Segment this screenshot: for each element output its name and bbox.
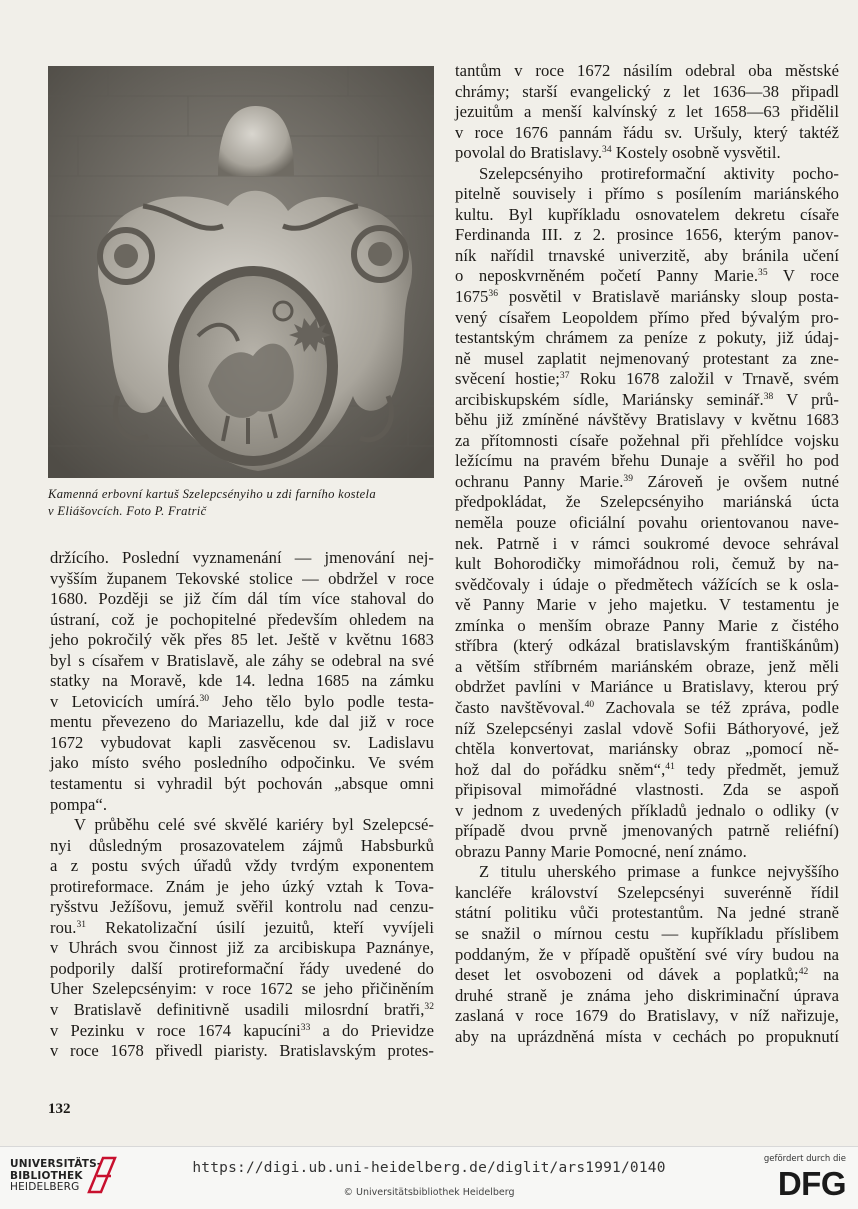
viewer-footer — [0, 1146, 858, 1209]
text-line: byl s císařem v Bratislavě, ale záhy se odebral na své — [50, 650, 434, 670]
text-line: protireformace. Znám je jeho úzký vztah k Tova- — [50, 876, 434, 896]
text-line: Z titulu uherského primase a funkce nejvyššího — [479, 862, 839, 882]
footnote-ref[interactable]: 36 — [488, 289, 498, 300]
text-line: aby na uprázdněná místa v cechách po propuknutí — [455, 1026, 839, 1046]
text-line: stříbra (který odkázal bratislavským františkánům) — [455, 636, 839, 656]
left-text-column — [50, 548, 434, 1062]
text-line: a z postu svých úřadů vždy tvrdým exponentem — [50, 856, 434, 876]
text-line: vyšším županem Tekovské stolice — obdržel v roce — [50, 568, 434, 588]
text-line: držícího. Poslední vyznamenání — jmenování nej- — [50, 548, 434, 567]
text-line: níž Szelepcsényi zaslal vdově Sofii Báthoryové, jež — [455, 718, 839, 738]
footnote-ref[interactable]: 41 — [665, 761, 675, 772]
text-line: pompa“. — [50, 794, 108, 814]
text-line: zaslaná v roce 1679 do Bratislavy, v níž nařizuje, — [455, 1006, 839, 1026]
cartouche-photo — [48, 66, 434, 478]
caption-line: v Eliášovcích. Foto P. Fratrič — [48, 504, 207, 518]
text-line: mentu převezeno do Mariazellu, kde dal již v roce — [50, 712, 434, 732]
text-line: podporily další protireformační řády uvedené do — [50, 958, 434, 978]
text-line: jeho pokročilý věk přes 85 let. Ještě v květnu 1683 — [50, 630, 434, 650]
text-line: kultu. Byl kupříkladu osnovatelem dekretu císaře — [455, 204, 839, 224]
text-line: v Bratislavě definitivně usadili milosrdní bratři,$^{32}$ — [50, 1000, 434, 1020]
text-line: hož dal do pořádku sněm“,$^{41}$ tedy předmět, jemuž — [455, 759, 839, 779]
text-line: Uher Szelepcsényim: v roce 1672 se jeho přičiněním — [50, 979, 434, 999]
text-line: chrámy; starší evangelický z let 1636—38 připadl — [455, 81, 839, 101]
text-line: ryšstvu Ježíšovu, jemuž svěřil kontrolu nad cenzu- — [50, 897, 434, 917]
text-line: a větším stříbrném mariánském obraze, jenž měli — [455, 656, 839, 676]
text-line: ústraní, což je pochopitelné především ohledem na — [50, 609, 434, 629]
text-line: předpokládat, že Szelepcsényiho mariánská úcta — [455, 492, 839, 512]
footnote-ref[interactable]: 31 — [76, 919, 87, 930]
text-line: vě Panny Marie v jeho majetku. V testamentu je — [455, 595, 839, 615]
photo-caption — [48, 486, 436, 520]
text-line: jako místo svého posledního odpočinku. Ve svém — [50, 753, 434, 773]
text-line: ník nařídil trnavské univerzitě, aby bránila učení — [455, 245, 839, 265]
text-line: V průběhu celé své skvělé kariéry byl Szelepcsé- — [74, 815, 434, 835]
text-line: vený císařem Leopoldem přímo před bývalým pro- — [455, 307, 839, 327]
text-line: arcibiskupském sídle, Mariánsky seminář.$^{38}$ V prů- — [455, 389, 839, 409]
footnote-ref[interactable]: 38 — [763, 391, 774, 402]
text-line: ochranu Panny Marie.$^{39}$ Zároveň je ovšem nutné — [455, 471, 839, 491]
text-line: případě dvou prvně jmenovaných patrně reliéfní) — [455, 821, 839, 841]
dfg-logo[interactable]: DFG — [777, 1165, 846, 1202]
text-line: 1680. Později se již čím dál tím více stahoval do — [50, 589, 434, 609]
text-line: svěcení hostie;$^{37}$ Roku 1678 založil v Trnavě, svém — [455, 369, 839, 389]
text-line: testantským chrámem za peníze z pokuty, již údaj- — [455, 328, 839, 348]
text-line: svědčovaly i údaje o předmětech vážících se k osla- — [455, 574, 839, 594]
text-line: nek. Patrně i v rámci soukromé devoce sehrával — [455, 533, 839, 553]
dfg-funding-label: gefördert durch die — [763, 1154, 846, 1164]
text-line: často navštěvoval.$^{40}$ Zachovala se též zpráva, podle — [455, 697, 839, 717]
footnote-ref[interactable]: 40 — [584, 699, 595, 710]
text-line: tantům v roce 1672 násilím odebral oba městské — [455, 61, 839, 80]
right-text-column — [455, 61, 839, 1047]
text-line: druhé straně je známa jeho diskriminační úprava — [455, 985, 839, 1005]
text-line: deset let osvobozeni od dávek a poplatků;$^{42}$ na — [455, 965, 839, 985]
text-line: statky na Moravě, kde 14. ledna 1685 na zámku — [50, 671, 434, 691]
text-line: o neposkvrněném početí Panny Marie.$^{35}$ V roce — [455, 266, 839, 286]
logo-line: BIBLIOTHEK — [10, 1169, 83, 1182]
text-line: za přítomnosti císaře požehnal při přehlídce vojsku — [455, 430, 839, 450]
text-line: v roce 1678 přivedl piaristy. Bratislavským protes- — [50, 1041, 434, 1061]
footnote-ref[interactable]: 30 — [199, 693, 210, 704]
text-line: kancléře království Szelepcsényi suverénně řídil — [455, 882, 839, 902]
text-line: se snažil o mírnou cestu — kupříkladu příslibem — [455, 923, 839, 943]
text-line: testamentu si vyhradil být pochován „absque omni — [50, 774, 434, 794]
text-line: povolal do Bratislavy.$^{34}$ Kostely osobně vysvětil. — [455, 143, 781, 163]
text-line: zmínka o menším obraze Panny Marie z čistého — [455, 615, 839, 635]
text-line: ležícímu na pravém břehu Dunaje a svěřil ho pod — [455, 451, 839, 471]
text-line: obrazu Panny Marie Pomocné, není známo. — [455, 841, 747, 861]
text-line: jezuitům a menší kalvínský z let 1658—63 přidělil — [455, 102, 839, 122]
text-line: v Letovicích umírá.$^{30}$ Jeho tělo bylo podle testa- — [50, 691, 434, 711]
footnote-ref[interactable]: 37 — [559, 371, 570, 382]
text-line: Szelepcsényiho protireformační aktivity pocho- — [479, 163, 839, 183]
text-line: pitelně souvisely i přímo s posílením mariánského — [455, 184, 839, 204]
footnote-ref[interactable]: 34 — [602, 145, 612, 156]
copyright-notice: © Universitätsbibliothek Heidelberg — [343, 1187, 515, 1198]
footnote-ref[interactable]: 39 — [623, 473, 633, 484]
text-line: rou.$^{31}$ Rekatolizační úsilí jezuitů, kteří vyvíjeli — [50, 917, 434, 937]
text-line: 1672 vybudovat kapli zasvěcenou sv. Ladislavu — [50, 732, 434, 752]
text-line: chtěla konvertovat, mariánsky obraz „pomocí ně- — [455, 739, 839, 759]
text-line: nyi důsledným prosazovatelem zájmů Habsburků — [50, 835, 434, 855]
text-line: v jednom z uvedených příkladů jednalo o odliky (v — [455, 800, 839, 820]
permalink-url[interactable]: https://digi.ub.uni-heidelberg.de/diglit/ars1991/0140 — [192, 1160, 666, 1176]
text-line: 1675$^{36}$ posvětil v Bratislavě mariánsky sloup posta- — [455, 287, 839, 307]
text-line: běhu již zmíněné návštěvy Bratislavy v květnu 1683 — [455, 410, 839, 430]
footnote-ref[interactable]: 33 — [300, 1022, 311, 1033]
text-line: v Pezinku v roce 1674 kapucíni$^{33}$ a do Prievidze — [50, 1020, 434, 1040]
text-line: státní politiku vůči protestantům. Na jedné straně — [455, 903, 839, 923]
text-line: připisoval mimořádné vlastnosti. Zda se aspoň — [455, 780, 839, 800]
text-line: kult Bohorodičky mimořádnou roli, čemuž by na- — [455, 554, 839, 574]
text-line: neměla pouze oficiální povahu orientovanou nave- — [455, 513, 839, 533]
page-number: 132 — [48, 1101, 71, 1117]
cartouche-image — [48, 66, 434, 478]
logo-line: UNIVERSITÄTS- — [10, 1158, 102, 1170]
footnote-ref[interactable]: 35 — [758, 268, 768, 279]
footnote-ref[interactable]: 42 — [798, 967, 809, 978]
text-line: v Uhrách svou činnost již za arcibiskupa Paznánye, — [50, 938, 434, 958]
text-line: v roce 1676 pannám řádu sv. Uršuly, který taktéž — [455, 122, 839, 142]
caption-line: Kamenná erbovní kartuš Szelepcsényiho u zdi farního kostela — [48, 487, 376, 501]
text-line: Ferdinanda III. z 2. prosince 1656, kterým panov- — [455, 225, 839, 245]
logo-line: HEIDELBERG — [10, 1181, 80, 1193]
text-line: obdržet pavlíni v Mariánce u Bratislavy, kterou prý — [455, 677, 839, 697]
text-line: poddaným, že v případě opuštění své víry budou na — [455, 944, 839, 964]
footnote-ref[interactable]: 32 — [424, 1002, 434, 1013]
text-line: ně musel zaplatit nejmenovaný protestant za zne- — [455, 348, 839, 368]
